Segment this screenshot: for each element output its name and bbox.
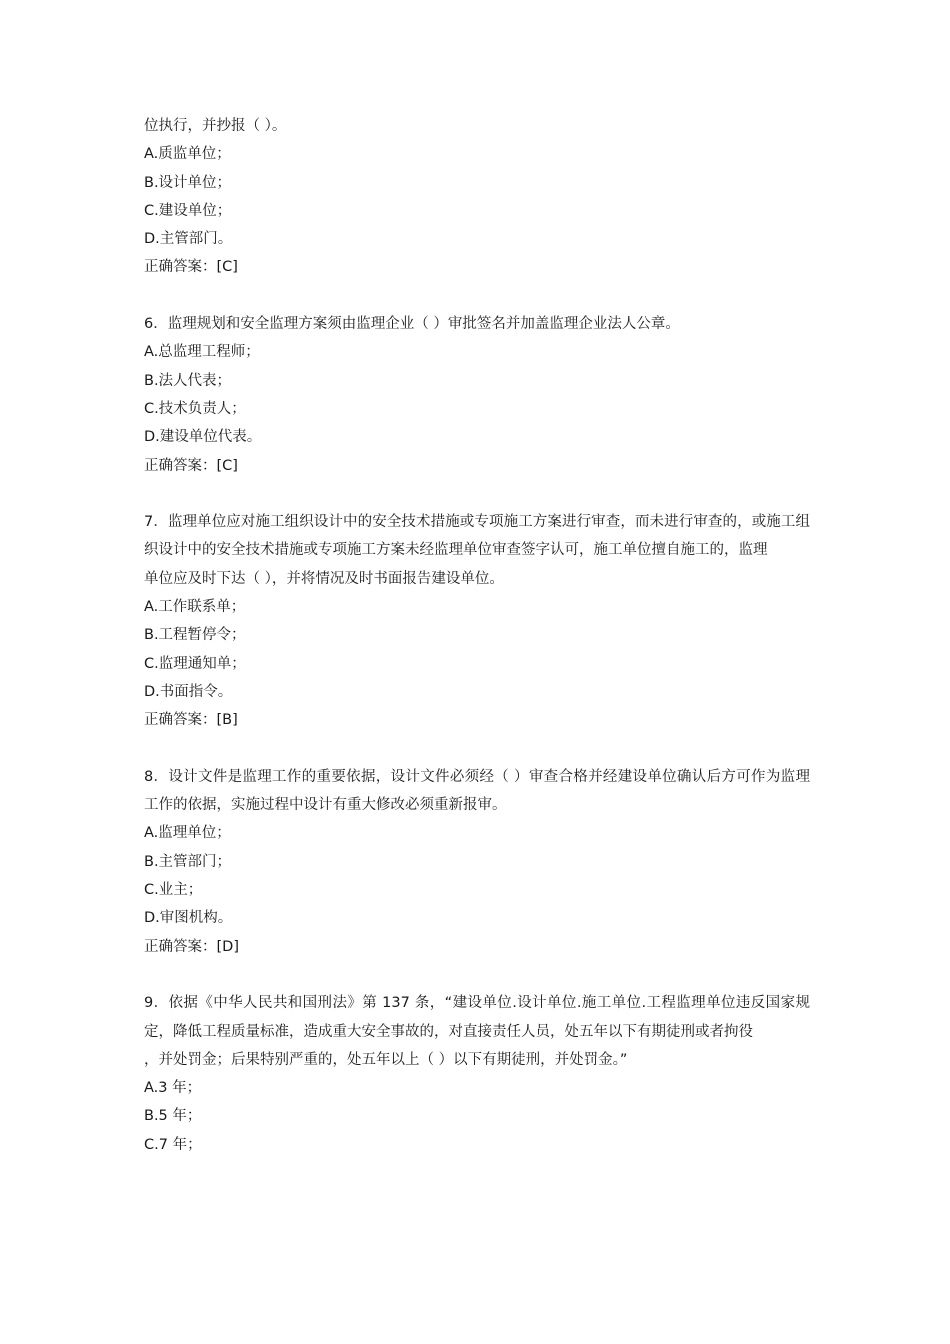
option-d: D.审图机构。: [144, 910, 233, 927]
question-stem: 9．依据《中华人民共和国刑法》第 137 条，“建设单位.设计单位.施工单位.工程监理单位违反国家规定，降低工程质量标准，造成重大安全事故的，对直接责任人员，处五年以下有期徒刑或者拘役: [144, 995, 810, 1040]
option-c: C.技术负责人；: [144, 400, 246, 417]
option-d: D.书面指令。: [144, 683, 233, 700]
option-b: B.设计单位；: [144, 174, 232, 191]
question-9: [144, 989, 810, 1159]
option-c: C.监理通知单；: [144, 655, 246, 672]
option-c: C.业主；: [144, 882, 203, 899]
option-b: B.主管部门；: [144, 853, 232, 870]
correct-answer: 正确答案：[B]: [144, 712, 238, 729]
option-c: C.7 年；: [144, 1136, 202, 1153]
option-a: A.监理单位；: [144, 825, 231, 842]
option-b: B.5 年；: [144, 1108, 202, 1125]
question-stem: 7．监理单位应对施工组织设计中的安全技术措施或专项施工方案进行审查，而未进行审查的，或施工组织设计中的安全技术措施或专项施工方案未经监理单位审查签字认可，施工单位擅自施工的，监理: [144, 514, 810, 559]
option-a: A.3 年；: [144, 1080, 202, 1097]
spacer: [144, 961, 810, 989]
correct-answer: 正确答案：[C]: [144, 457, 238, 474]
option-b: B.工程暂停令；: [144, 627, 246, 644]
option-a: A.总监理工程师；: [144, 344, 260, 361]
question-8: [144, 763, 810, 961]
option-b: B.法人代表；: [144, 372, 232, 389]
option-d: D.建设单位代表。: [144, 429, 262, 446]
question-stem-continued: 单位应及时下达（ ），并将情况及时书面报告建设单位。: [144, 570, 504, 587]
option-a: A.质监单位；: [144, 146, 231, 163]
spacer: [144, 282, 810, 310]
question-stem: 8．设计文件是监理工作的重要依据，设计文件必须经（ ）审查合格并经建设单位确认后方可作为监理工作的依据，实施过程中设计有重大修改必须重新报审。: [144, 768, 810, 814]
question-stem: 6．监理规划和安全监理方案须由监理企业（ ）审批签名并加盖监理企业法人公章。: [144, 316, 680, 333]
spacer: [144, 735, 810, 763]
question-content: [144, 112, 810, 1159]
option-c: C.建设单位；: [144, 202, 232, 219]
correct-answer: 正确答案：[D]: [144, 938, 239, 955]
question-6: [144, 310, 810, 480]
question-7: [144, 508, 810, 734]
spacer: [144, 480, 810, 508]
question-stem-continued: ，并处罚金；后果特别严重的，处五年以上（ ）以下有期徒刑，并处罚金。”: [144, 1051, 628, 1068]
correct-answer: 正确答案：[C]: [144, 259, 238, 276]
option-a: A.工作联系单；: [144, 599, 246, 616]
question-stem: 位执行，并抄报（ ）。: [144, 118, 287, 134]
option-d: D.主管部门。: [144, 231, 233, 248]
lead-question: [144, 112, 810, 282]
